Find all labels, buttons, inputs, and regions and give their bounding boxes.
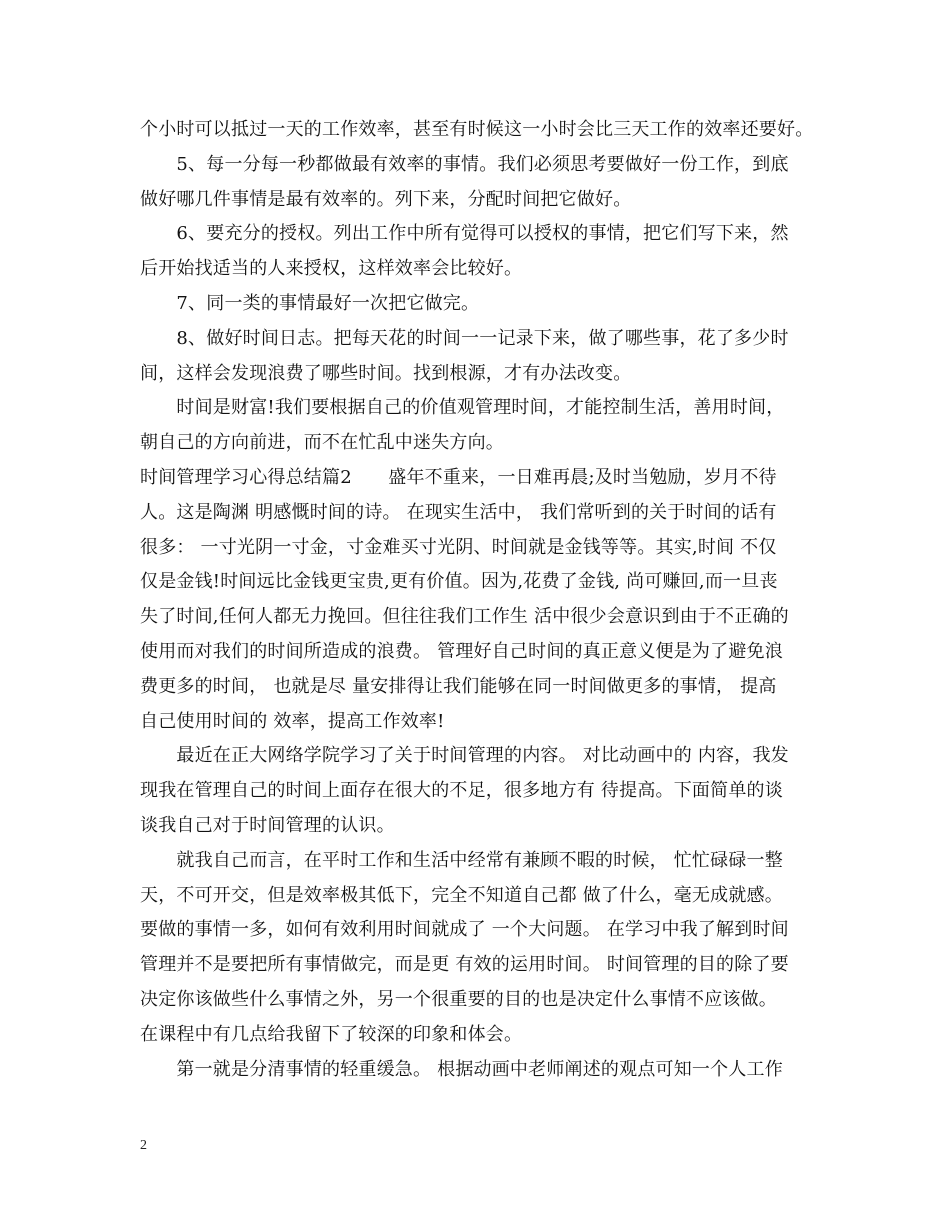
text-line: 朝自己的方向前进，而不在忙乱中迷失方向。 [140, 432, 504, 454]
text-line: 决定你该做些什么事情之外，另一个很重要的目的也是决定什么事情不应该做。 [140, 988, 777, 1010]
text-line: 费更多的时间， 也就是尽 量安排得让我们能够在同一时间做更多的事情， 提高 [140, 675, 777, 697]
text-line: 要做的事情一多，如何有效利用时间就成了 一个大问题。 在学习中我了解到时间 [140, 919, 789, 941]
section-heading-line: 时间管理学习心得总结篇2 盛年不重来，一日难再晨;及时当勉励，岁月不待 [140, 466, 777, 488]
text-line: 在课程中有几点给我留下了较深的印象和体会。 [140, 1023, 523, 1045]
text-line: 个小时可以抵过一天的工作效率，甚至有时候这一小时会比三天工作的效率还要好。 [140, 119, 814, 140]
text-line: 天，不可开交，但是效率极其低下，完全不知道自己都 做了什么，毫无成就感。 [140, 884, 783, 906]
text-line: 人。这是陶渊 明感慨时间的诗。 在现实生活中， 我们常听到的关于时间的话有 [140, 501, 777, 523]
text-line: 6、要充分的授权。列出工作中所有觉得可以授权的事情，把它们写下来，然 [140, 223, 789, 245]
text-line: 谈我自己对于时间管理的认识。 [140, 814, 395, 836]
text-line: 间，这样会发现浪费了哪些时间。找到根源，才有办法改变。 [140, 362, 632, 384]
text-line: 8、做好时间日志。把每天花的时间一一记录下来，做了哪些事，花了多少时 [140, 327, 789, 349]
text-line: 做好哪几件事情是最有效率的。列下来，分配时间把它做好。 [140, 188, 632, 210]
text-line: 7、同一类的事情最好一次把它做完。 [140, 292, 480, 314]
text-line: 就我自己而言，在平时工作和生活中经常有兼顾不暇的时候， 忙忙碌碌一整 [140, 849, 783, 871]
text-line: 5、每一分每一秒都做最有效率的事情。我们必须思考要做好一份工作，到底 [140, 153, 789, 175]
text-line: 后开始找适当的人来授权，这样效率会比较好。 [140, 258, 523, 280]
page-number: 2 [140, 1138, 147, 1153]
text-line: 使用而对我们的时间所造成的浪费。 管理好自己时间的真正意义便是为了避免浪 [140, 640, 783, 662]
text-line: 最近在正大网络学院学习了关于时间管理的内容。 对比动画中的 内容，我发 [140, 745, 789, 767]
text-line: 失了时间,任何人都无力挽回。但往往我们工作生 活中很少会意识到由于不正确的 [140, 606, 789, 628]
text-line: 很多： 一寸光阴一寸金，寸金难买寸光阴、时间就是金钱等等。其实,时间 不仅 [140, 536, 777, 558]
text-line: 自己使用时间的 效率，提高工作效率! [140, 710, 445, 732]
body-text [140, 113, 820, 1087]
text-line: 仅是金钱!时间远比金钱更宝贵,更有价值。因为,花费了金钱, 尚可赚回,而一旦丧 [140, 571, 778, 593]
text-line: 第一就是分清事情的轻重缓急。 根据动画中老师阐述的观点可知一个人工作 [140, 1058, 783, 1080]
text-line: 现我在管理自己的时间上面存在很大的不足，很多地方有 待提高。下面简单的谈 [140, 780, 783, 802]
text-line: 管理并不是要把所有事情做完，而是更 有效的运用时间。 时间管理的目的除了要 [140, 954, 789, 976]
text-line: 时间是财富!我们要根据自己的价值观管理时间，才能控制生活，善用时间， [140, 397, 785, 419]
